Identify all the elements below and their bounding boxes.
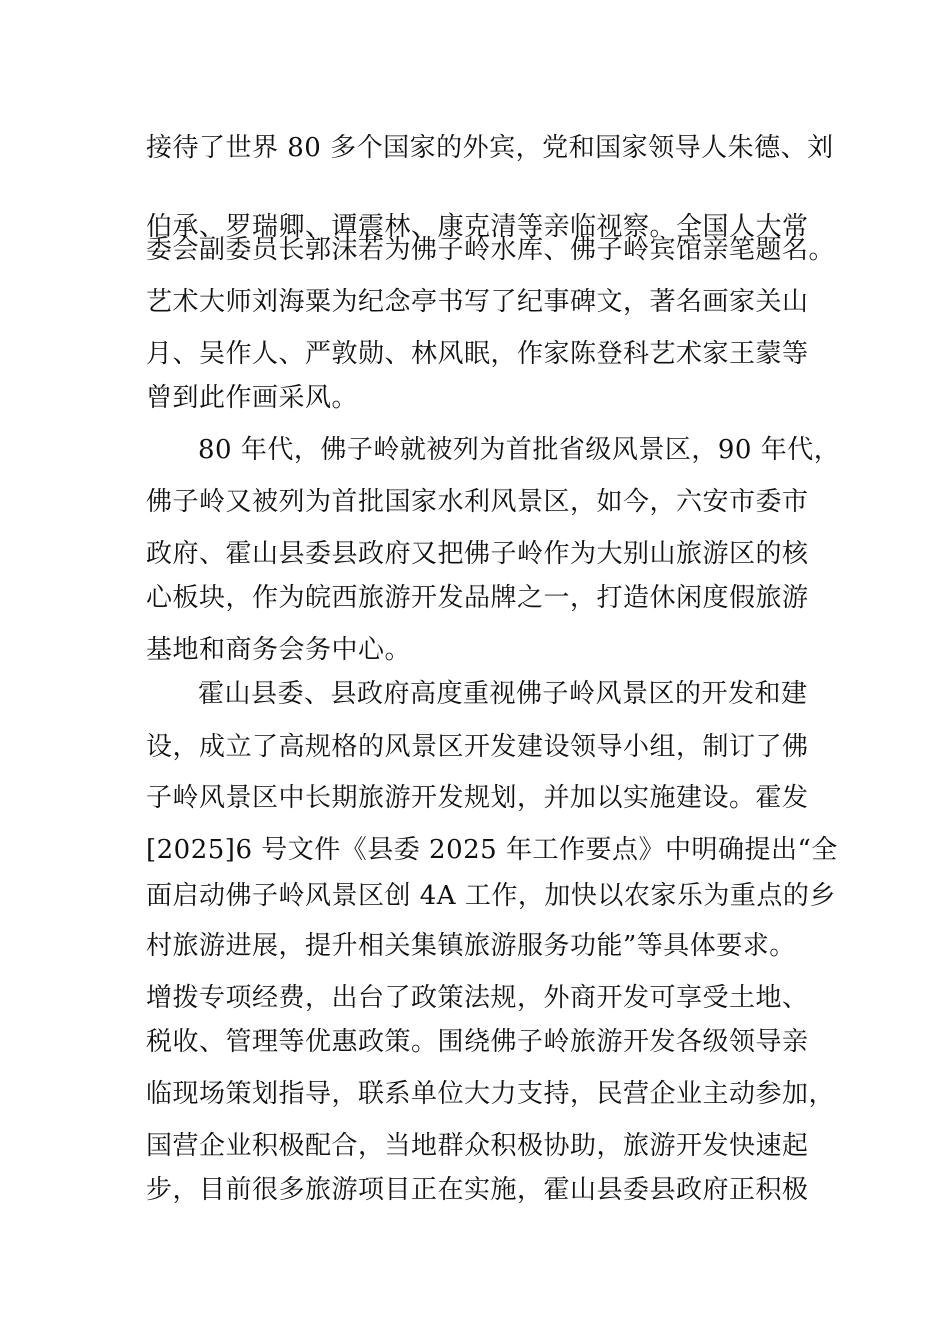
text-line: 国营企业积极配合，当地群众积极协助，旅游开发快速起 <box>146 1131 809 1161</box>
text-line: 80 年代，佛子岭就被列为首批省级风景区，90 年代， <box>198 435 841 465</box>
text-line: 子岭风景区中长期旅游开发规划，并加以实施建设。霍发 <box>146 783 809 813</box>
text-line: 面启动佛子岭风景区创 4A 工作，加快以农家乐为重点的乡 <box>146 881 836 911</box>
text-line: 霍山县委、县政府高度重视佛子岭风景区的开发和建 <box>198 679 808 709</box>
text-line: 佛子岭又被列为首批国家水利风景区，如今，六安市委市 <box>146 487 809 517</box>
text-line: 委会副委员长郭沫若为佛子岭水库、佛子岭宾馆亲笔题名。 <box>146 235 836 265</box>
text-line: [2025]6 号文件《县委 2025 年工作要点》中明确提出“全 <box>146 835 838 865</box>
text-line: 曾到此作画采风。 <box>146 383 359 413</box>
text-line: 月、吴作人、严敦勋、林风眠，作家陈登科艺术家王蒙等 <box>146 339 809 369</box>
text-line: 政府、霍山县委县政府又把佛子岭作为大别山旅游区的核 <box>146 539 809 569</box>
text-line: 税收、管理等优惠政策。围绕佛子岭旅游开发各级领导亲 <box>146 1027 809 1057</box>
text-line: 设，成立了高规格的风景区开发建设领导小组，制订了佛 <box>146 732 809 762</box>
text-line: 心板块，作为皖西旅游开发品牌之一，打造休闲度假旅游 <box>146 583 809 613</box>
text-line: 基地和商务会务中心。 <box>146 635 412 665</box>
text-line: 步，目前很多旅游项目正在实施，霍山县委县政府正积极 <box>146 1175 809 1205</box>
text-line: 接待了世界 80 多个国家的外宾，党和国家领导人朱德、刘 <box>146 133 834 163</box>
text-line: 村旅游进展，提升相关集镇旅游服务功能”等具体要求。 <box>146 931 796 961</box>
text-line: 临现场策划指导，联系单位大力支持，民营企业主动参加， <box>146 1079 836 1109</box>
text-line: 艺术大师刘海粟为纪念亭书写了纪事碑文，著名画家关山 <box>146 287 809 317</box>
text-line: 增拨专项经费，出台了政策法规，外商开发可享受土地、 <box>146 983 809 1013</box>
text-line: 伯承、罗瑞卿、谭震林、康克清等亲临视察。全国人大常 <box>146 212 809 242</box>
